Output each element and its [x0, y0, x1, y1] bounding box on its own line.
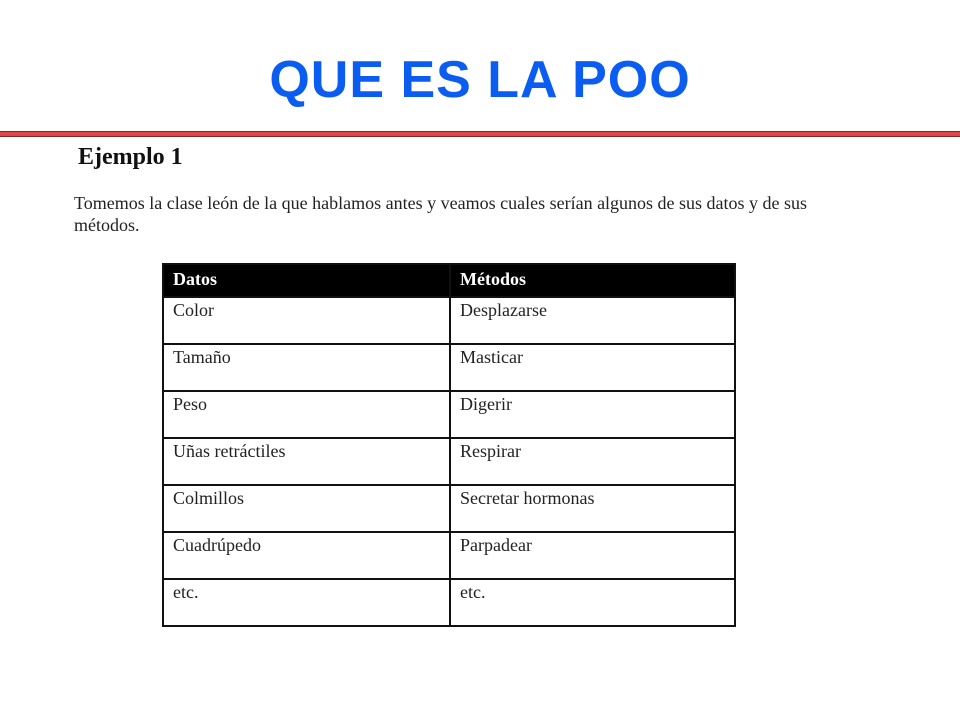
document-paragraph: Tomemos la clase león de la que hablamos antes y veamos cuales serían algunos de sus datos y de sus métodos. [74, 193, 808, 235]
cell-dato: Tamaño [163, 344, 450, 391]
cell-metodo: Digerir [450, 391, 735, 438]
table-row [163, 344, 735, 391]
cell-metodo: Desplazarse [450, 297, 735, 344]
cell-metodo: Masticar [450, 344, 735, 391]
header-datos: Datos [163, 264, 450, 297]
table-row [163, 579, 735, 626]
cell-metodo: Parpadear [450, 532, 735, 579]
cell-dato: Uñas retráctiles [163, 438, 450, 485]
cell-metodo: etc. [450, 579, 735, 626]
cell-dato: Cuadrúpedo [163, 532, 450, 579]
table-row [163, 485, 735, 532]
cell-dato: Colmillos [163, 485, 450, 532]
table-header-row [163, 264, 735, 297]
pasted-document-image [74, 140, 878, 640]
table-row [163, 532, 735, 579]
slide-title: QUE ES LA POO [269, 51, 691, 109]
cell-metodo: Secretar hormonas [450, 485, 735, 532]
datos-metodos-table [162, 263, 736, 627]
cell-dato: Color [163, 297, 450, 344]
cell-dato: etc. [163, 579, 450, 626]
cell-metodo: Respirar [450, 438, 735, 485]
table-row [163, 438, 735, 485]
header-metodos: Métodos [450, 264, 735, 297]
title-divider [0, 131, 960, 137]
document-heading: Ejemplo 1 [78, 144, 183, 170]
table-row [163, 297, 735, 344]
table-row [163, 391, 735, 438]
cell-dato: Peso [163, 391, 450, 438]
